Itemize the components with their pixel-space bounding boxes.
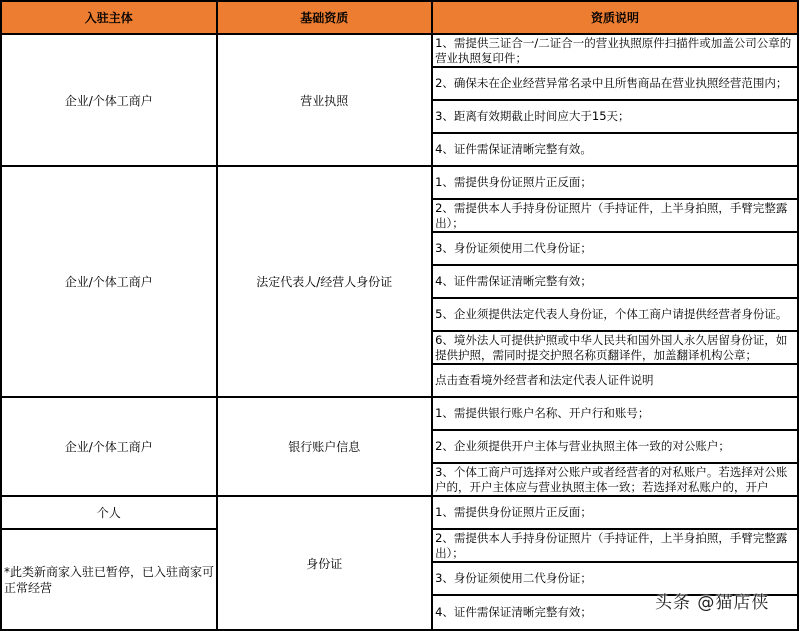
qualification-cell: 法定代表人/经营人身份证 xyxy=(217,166,433,397)
header-entity: 入驻主体 xyxy=(1,1,217,34)
description-item: 3、身份证须使用二代身份证； xyxy=(432,562,798,595)
overseas-id-link[interactable]: 点击查看境外经营者和法定代表人证件说明 xyxy=(432,364,798,397)
description-item: 2、企业须提供开户主体与营业执照主体一致的对公账户； xyxy=(432,430,798,463)
description-item: 3、距离有效期截止时间应大于15天； xyxy=(432,100,798,133)
table-row xyxy=(1,166,798,199)
description-item: 1、需提供身份证照片正反面； xyxy=(432,166,798,199)
description-item: 3、身份证须使用二代身份证； xyxy=(432,232,798,265)
qualification-cell: 身份证 xyxy=(217,496,433,630)
table-row xyxy=(1,496,798,529)
qualification-cell: 银行账户信息 xyxy=(217,397,433,496)
entity-cell: 个人 xyxy=(1,496,217,529)
description-item: 2、确保未在企业经营异常名录中且所售商品在营业执照经营范围内； xyxy=(432,67,798,100)
qualification-cell: 营业执照 xyxy=(217,34,433,166)
description-item: 1、需提供身份证照片正反面； xyxy=(432,496,798,529)
description-item: 3、个体工商户可选择对公账户或者经营者的对私账户。若选择对公账户的，开户主体应与营业执照主体一致；若选择对私账户的，开户 xyxy=(432,463,798,496)
entity-cell: 企业/个体工商户 xyxy=(1,166,217,397)
header-qualification: 基础资质 xyxy=(217,1,433,34)
table-row xyxy=(1,34,798,67)
entity-note: *此类新商家入驻已暂停，已入驻商家可正常经营 xyxy=(1,529,217,630)
description-item: 4、证件需保证清晰完整有效。 xyxy=(432,133,798,166)
description-item: 1、需提供银行账户名称、开户行和账号； xyxy=(432,397,798,430)
header-description: 资质说明 xyxy=(432,1,798,34)
header-row xyxy=(1,1,798,34)
description-item: 4、证件需保证清晰完整有效； xyxy=(432,265,798,298)
entity-cell: 企业/个体工商户 xyxy=(1,397,217,496)
description-item: 4、证件需保证清晰完整有效； xyxy=(432,595,798,630)
table-row xyxy=(1,397,798,430)
watermark: 头条 @猫店侠 xyxy=(655,593,770,613)
description-item: 6、境外法人可提供护照或中华人民共和国外国人永久居留身份证，如提供护照，需同时提交护照名称页翻译件，加盖翻译机构公章； xyxy=(432,331,798,364)
description-item: 5、企业须提供法定代表人身份证，个体工商户请提供经营者身份证。 xyxy=(432,298,798,331)
description-item: 2、需提供本人手持身份证照片（手持证件，上半身拍照，手臂完整露出）； xyxy=(432,199,798,232)
description-item: 2、需提供本人手持身份证照片（手持证件，上半身拍照，手臂完整露出）； xyxy=(432,529,798,562)
description-item: 1、需提供三证合一/二证合一的营业执照原件扫描件或加盖公司公章的营业执照复印件； xyxy=(432,34,798,67)
entity-cell: 企业/个体工商户 xyxy=(1,34,217,166)
